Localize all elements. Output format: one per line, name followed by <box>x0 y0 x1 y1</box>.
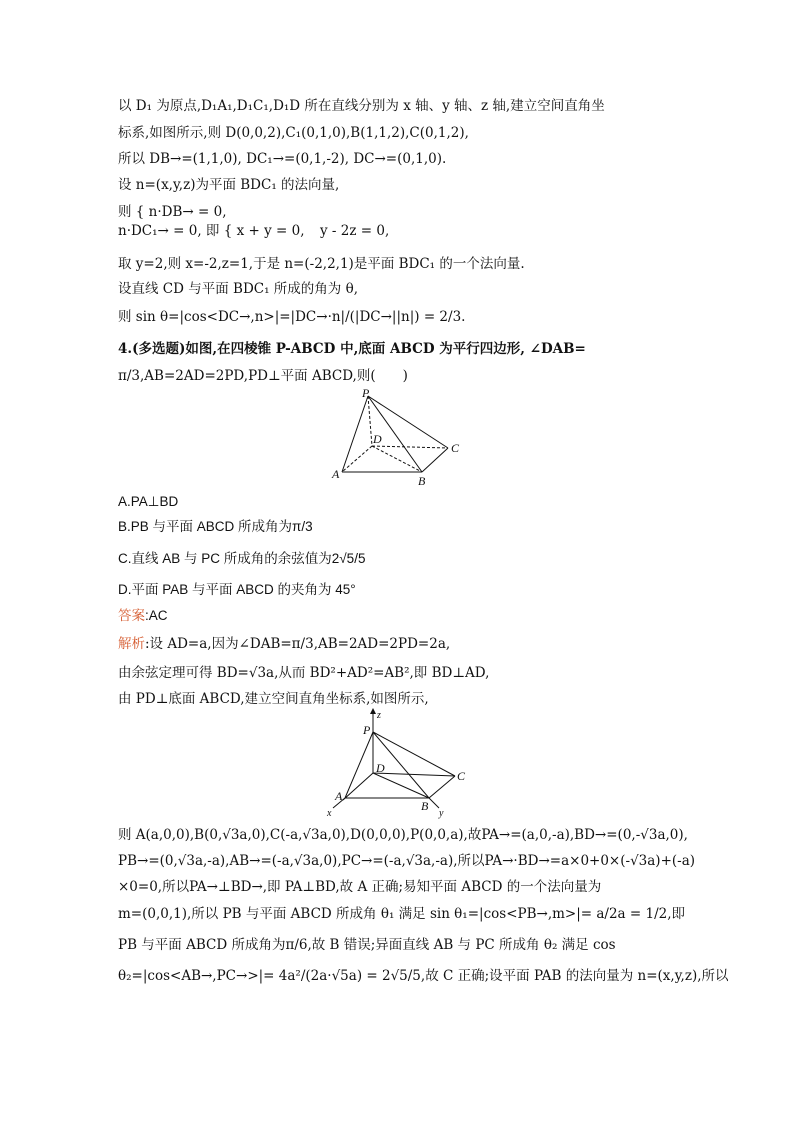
option-c: C.直线 AB 与 PC 所成角的余弦值为2√5/5 <box>118 551 366 566</box>
solution-line-4: 设 n=(x,y,z)为平面 BDC₁ 的法向量, <box>118 177 340 193</box>
solution-line-8: 则 sin θ=|cos<DC→,n>|=|DC→·n|/(|DC→||n|) = 2/3. <box>118 309 466 325</box>
label-d2: D <box>376 761 385 775</box>
solution-line-2: 标系,如图所示,则 D(0,0,2),C₁(0,1,0),B(1,1,2),C(0,1,2), <box>118 125 469 141</box>
solution-line-6: 取 y=2,则 x=-2,z=1,于是 n=(-2,2,1)是平面 BDC₁ 的一个法向量. <box>118 256 525 272</box>
option-a: A.PA⊥BD <box>118 494 179 509</box>
label-a2: A <box>335 789 343 803</box>
answer-line <box>118 607 168 625</box>
label-a: A <box>332 467 340 481</box>
question-4-line-2: π/3,AB=2AD=2PD,PD⊥平面 ABCD,则( ) <box>118 368 408 384</box>
coordinate-pyramid-figure <box>325 708 475 818</box>
solution-line-3: 所以 DB→=(1,1,0), DC₁→=(0,1,-2), DC→=(0,1,0). <box>118 151 447 167</box>
analysis-line-3: 由 PD⊥底面 ABCD,建立空间直角坐标系,如图所示, <box>118 691 429 707</box>
solution-line-7: 设直线 CD 与平面 BDC₁ 所成的角为 θ, <box>118 281 359 297</box>
answer-value: :AC <box>145 608 168 623</box>
question-4-line-1: 4.(多选题)如图,在四棱锥 P-ABCD 中,底面 ABCD 为平行四边形, ∠DAB= <box>118 341 586 357</box>
analysis-line-5: PB→=(0,√3a,-a),AB→=(-a,√3a,0),PC→=(-a,√3a,-a),所以PA→·BD→=a×0+0×(-√3a)+(-a) <box>118 853 696 869</box>
analysis-text-1: :设 AD=a,因为∠DAB=π/3,AB=2AD=2PD=2a, <box>145 636 451 652</box>
analysis-line-8: PB 与平面 ABCD 所成角为π/6,故 B 错误;异面直线 AB 与 PC 所成角 θ₂ 满足 cos <box>118 937 616 953</box>
label-b2: B <box>421 799 429 813</box>
label-d: D <box>373 432 382 446</box>
system-line-3: y - 2z = 0, <box>320 223 390 239</box>
system-line-2: n·DC₁→ = 0, 即 { x + y = 0, <box>118 223 305 239</box>
solution-line-1: 以 D₁ 为原点,D₁A₁,D₁C₁,D₁D 所在直线分别为 x 轴、y 轴、z 轴,建立空间直角坐 <box>118 98 605 114</box>
label-p: P <box>362 386 370 400</box>
analysis-line-9: θ₂=|cos<AB→,PC→>|= 4a²/(2a·√5a) = 2√5/5,故 C 正确;设平面 PAB 的法向量为 n=(x,y,z),所以 <box>118 968 729 984</box>
label-b: B <box>418 474 426 488</box>
analysis-line-6: ×0=0,所以PA→⊥BD→,即 PA⊥BD,故 A 正确;易知平面 ABCD 的一个法向量为 <box>118 879 602 895</box>
label-c2: C <box>457 769 466 783</box>
analysis-line-4: 则 A(a,0,0),B(0,√3a,0),C(-a,√3a,0),D(0,0,0),P(0,0,a),故PA→=(a,0,-a),BD→=(0,-√3a,0), <box>118 827 688 843</box>
answer-label: 答案 <box>118 608 145 623</box>
label-x: x <box>327 808 332 819</box>
label-p2: P <box>363 723 371 737</box>
pyramid-figure <box>330 388 470 488</box>
label-c: C <box>451 441 460 455</box>
analysis-label: 解析 <box>118 636 145 651</box>
label-z: z <box>377 710 381 721</box>
analysis-line-7: m=(0,0,1),所以 PB 与平面 ABCD 所成角 θ₁ 满足 sin θ₁=|cos<PB→,m>|= a/2a = 1/2,即 <box>118 906 686 922</box>
analysis-line-2: 由余弦定理可得 BD=√3a,从而 BD²+AD²=AB²,即 BD⊥AD, <box>118 665 490 681</box>
option-d: D.平面 PAB 与平面 ABCD 的夹角为 45° <box>118 582 356 597</box>
option-b: B.PB 与平面 ABCD 所成角为π/3 <box>118 519 313 534</box>
label-y: y <box>439 808 444 819</box>
system-line-1: 则 { n·DB→ = 0, <box>118 204 227 220</box>
analysis-line-1 <box>118 635 450 653</box>
